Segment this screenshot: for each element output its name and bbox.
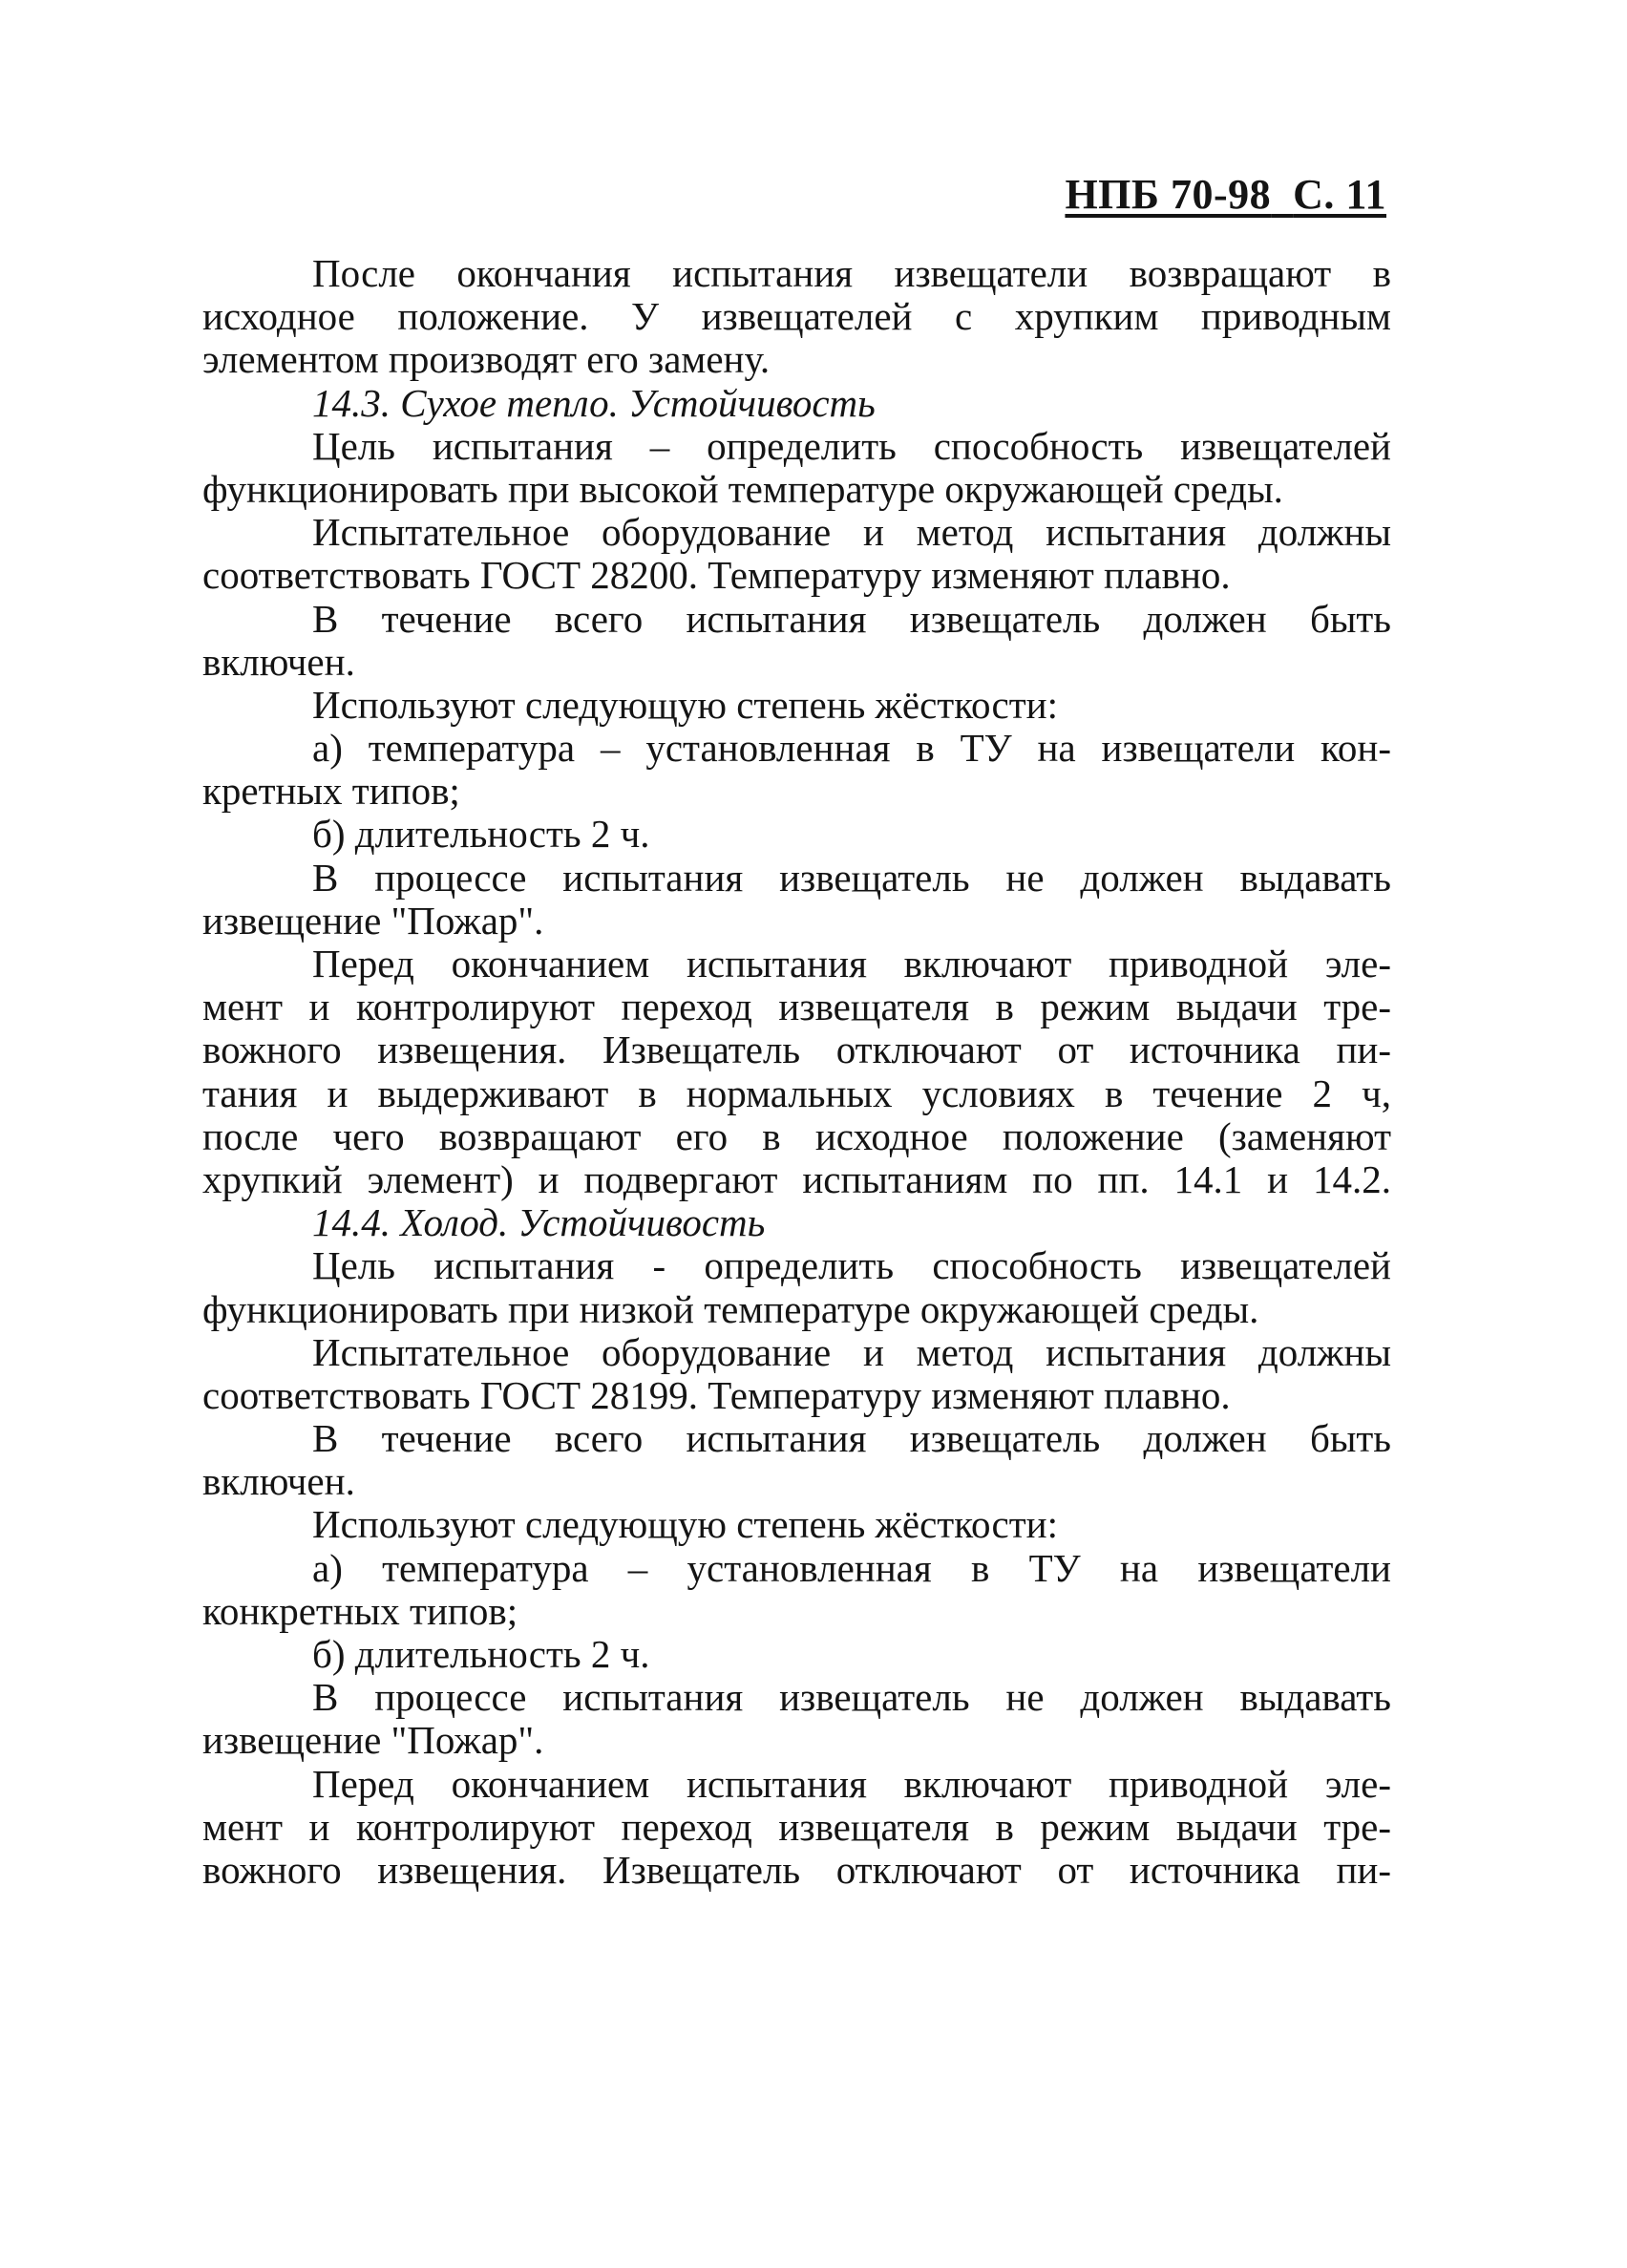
text-line: В течение всего испытания извещатель должен быть (312, 1417, 1391, 1461)
section-heading: 14.4. Холод. Устойчивость (312, 1201, 766, 1245)
text-line: включен. (202, 1460, 355, 1504)
section-heading: 14.3. Сухое тепло. Устойчивость (312, 381, 876, 425)
body-text (202, 252, 1391, 1892)
text-line: б) длительность 2 ч. (312, 1633, 650, 1676)
text-line: а) температура – установленная в ТУ на извещатели кон- (312, 727, 1391, 771)
text-line: В процессе испытания извещатель не должен выдавать (312, 1676, 1391, 1720)
text-line: мент и контролируют переход извещателя в режим выдачи тре- (202, 986, 1391, 1029)
text-line: а) температура – установленная в ТУ на извещатели (312, 1546, 1391, 1590)
text-line: соответствовать ГОСТ 28200. Температуру изменяют плавно. (202, 554, 1231, 598)
text-line: Перед окончанием испытания включают приводной эле- (312, 943, 1391, 986)
text-line: Цель испытания - определить способность извещателей (312, 1244, 1391, 1288)
text-line: В процессе испытания извещатель не должен выдавать (312, 856, 1391, 900)
text-line: Используют следующую степень жёсткости: (312, 1503, 1059, 1547)
text-line: тания и выдерживают в нормальных условиях в течение 2 ч, (202, 1071, 1391, 1115)
page-number: С. 11 (1293, 171, 1386, 218)
text-line: соответствовать ГОСТ 28199. Температуру изменяют плавно. (202, 1373, 1231, 1417)
text-line: включен. (202, 640, 355, 684)
text-line: конкретных типов; (202, 1589, 518, 1633)
text-line: извещение "Пожар". (202, 1719, 544, 1763)
text-line: хрупкий элемент) и подвергают испытаниям по пп. 14.1 и 14.2. (202, 1157, 1391, 1201)
text-line: Цель испытания – определить способность извещателей (312, 424, 1391, 468)
text-line: Испытательное оборудование и метод испытания должны (312, 511, 1391, 555)
text-line: исходное положение. У извещателей с хрупким приводным (202, 295, 1391, 339)
text-line: Испытательное оборудование и метод испытания должны (312, 1330, 1391, 1374)
text-line: функционировать при низкой температуре окружающей среды. (202, 1287, 1259, 1331)
page-header (1065, 170, 1386, 219)
text-line: элементом производят его замену. (202, 338, 771, 382)
text-line: Используют следующую степень жёсткости: (312, 683, 1059, 727)
text-line: В течение всего испытания извещатель должен быть (312, 597, 1391, 641)
text-line: Перед окончанием испытания включают приводной эле- (312, 1762, 1391, 1806)
text-line: мент и контролируют переход извещателя в режим выдачи тре- (202, 1805, 1391, 1849)
text-line: кретных типов; (202, 770, 460, 814)
text-line: после чего возвращают его в исходное положение (заменяют (202, 1114, 1391, 1158)
text-line: извещение "Пожар". (202, 899, 544, 943)
text-line: вожного извещения. Извещатель отключают от источника пи- (202, 1028, 1391, 1072)
text-line: После окончания испытания извещатели возвращают в (312, 252, 1391, 295)
text-line: функционировать при высокой температуре окружающей среды. (202, 467, 1283, 511)
text-line: б) длительность 2 ч. (312, 813, 650, 857)
document-code: НПБ 70-98 (1065, 171, 1272, 218)
text-line: вожного извещения. Извещатель отключают от источника пи- (202, 1848, 1391, 1892)
